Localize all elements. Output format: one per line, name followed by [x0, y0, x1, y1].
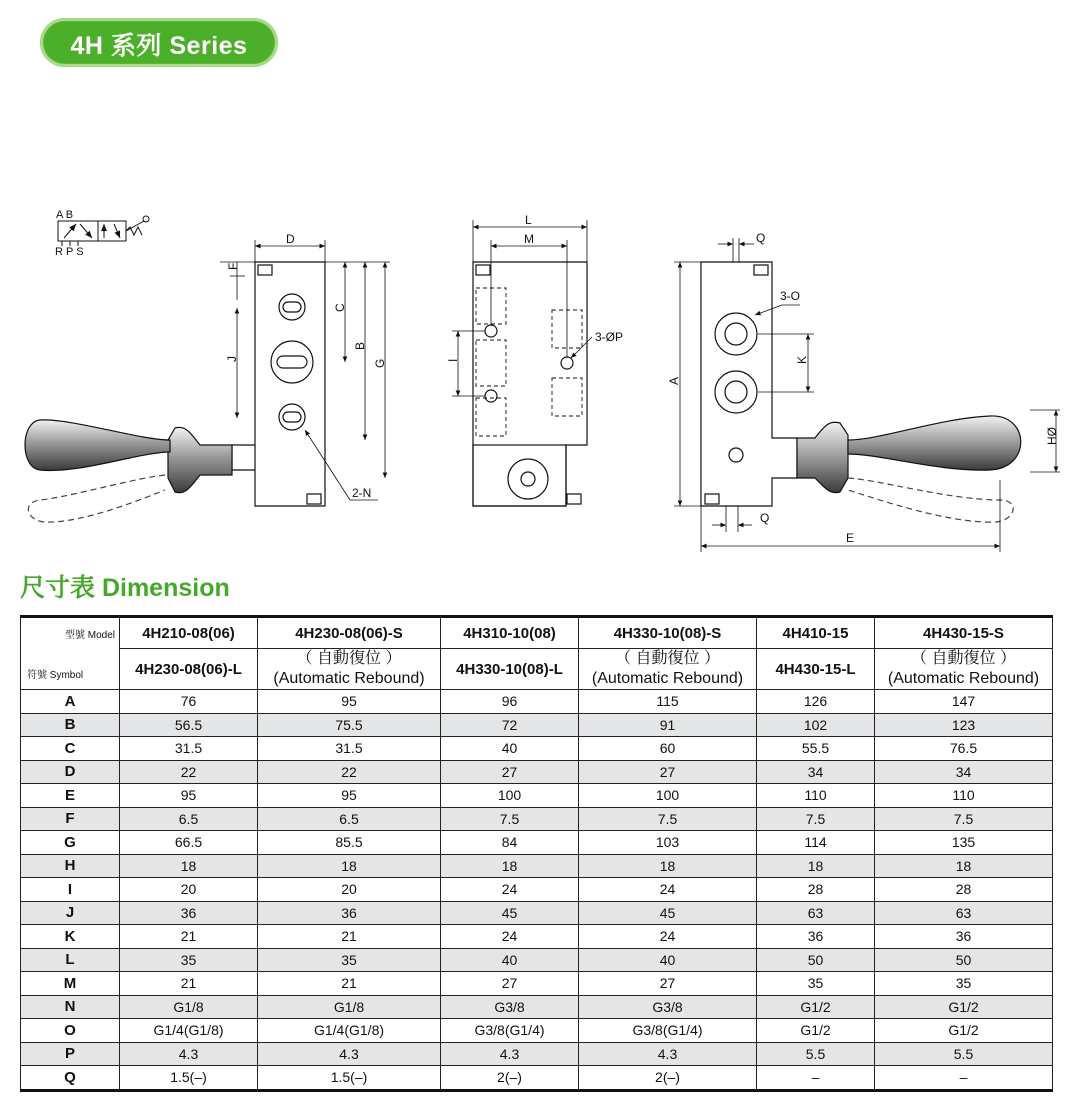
value-cell: 95: [258, 690, 441, 714]
front-view: [25, 262, 325, 522]
rebound-note-cn: （ 自動復位 ）: [296, 650, 402, 667]
value-cell: 2(–): [441, 1066, 579, 1091]
value-cell: 22: [258, 760, 441, 784]
value-cell: G1/4(G1/8): [258, 1019, 441, 1043]
symbol-cell: I: [21, 878, 120, 902]
symbol-cell: Q: [21, 1066, 120, 1091]
side-view: [473, 262, 587, 506]
rear-view: [701, 262, 1021, 522]
value-cell: 4.3: [120, 1042, 258, 1066]
value-cell: 60: [579, 737, 757, 761]
value-cell: 5.5: [757, 1042, 875, 1066]
table-row: [21, 1066, 1053, 1091]
value-cell: 21: [258, 925, 441, 949]
value-cell: 1.5(–): [120, 1066, 258, 1091]
value-cell: 21: [258, 972, 441, 996]
value-cell: G1/2: [875, 1019, 1053, 1043]
table-row: [21, 995, 1053, 1019]
value-cell: 28: [875, 878, 1053, 902]
table-row: [21, 1042, 1053, 1066]
table-row: [21, 1019, 1053, 1043]
dim-label-b: B: [353, 341, 367, 350]
table-row: [21, 807, 1053, 831]
dim-label-k: K: [795, 355, 809, 364]
table-row: [21, 948, 1053, 972]
table-row: [21, 737, 1053, 761]
value-cell: 27: [579, 760, 757, 784]
dim-label-h: HØ: [1045, 427, 1059, 445]
value-cell: 4.3: [258, 1042, 441, 1066]
value-cell: G1/2: [757, 995, 875, 1019]
table-row: [21, 760, 1053, 784]
value-cell: 100: [441, 784, 579, 808]
rebound-note-en: (Automatic Rebound): [273, 670, 425, 687]
value-cell: 100: [579, 784, 757, 808]
value-cell: 35: [258, 948, 441, 972]
value-cell: 35: [120, 948, 258, 972]
value-cell: 18: [258, 854, 441, 878]
value-cell: G3/8(G1/4): [579, 1019, 757, 1043]
value-cell: 147: [875, 690, 1053, 714]
dim-label-a: A: [667, 376, 681, 385]
rebound-note: [875, 649, 1053, 690]
model-header: 4H330-10(08)-L: [441, 649, 579, 690]
value-cell: 40: [441, 948, 579, 972]
dim-label-c: C: [333, 303, 347, 312]
value-cell: 24: [579, 925, 757, 949]
symbol-cell: A: [21, 690, 120, 714]
value-cell: 110: [875, 784, 1053, 808]
value-cell: 24: [441, 925, 579, 949]
value-cell: 50: [875, 948, 1053, 972]
value-cell: 7.5: [441, 807, 579, 831]
rebound-note: [579, 649, 757, 690]
value-cell: 34: [757, 760, 875, 784]
table-row: [21, 690, 1053, 714]
value-cell: 45: [579, 901, 757, 925]
value-cell: 96: [441, 690, 579, 714]
symbol-cell: N: [21, 995, 120, 1019]
symbol-cell: M: [21, 972, 120, 996]
value-cell: 126: [757, 690, 875, 714]
value-cell: 63: [875, 901, 1053, 925]
corner-model-label: 型號 Model: [64, 630, 115, 641]
value-cell: 36: [258, 901, 441, 925]
value-cell: 85.5: [258, 831, 441, 855]
dim-label-l: L: [525, 213, 532, 227]
value-cell: 5.5: [875, 1042, 1053, 1066]
table-row: [21, 854, 1053, 878]
right-handle: [797, 416, 1021, 522]
table-row: [21, 972, 1053, 996]
dim-label-g: G: [373, 358, 387, 368]
symbol-cell: B: [21, 713, 120, 737]
dim-label-p: 3-ØP: [595, 330, 624, 344]
value-cell: 55.5: [757, 737, 875, 761]
value-cell: 103: [579, 831, 757, 855]
value-cell: 24: [441, 878, 579, 902]
value-cell: 18: [120, 854, 258, 878]
value-cell: 63: [757, 901, 875, 925]
value-cell: 102: [757, 713, 875, 737]
value-cell: G1/2: [875, 995, 1053, 1019]
value-cell: 35: [757, 972, 875, 996]
rebound-note-en: (Automatic Rebound): [887, 670, 1040, 687]
model-header: 4H330-10(08)-S: [579, 617, 757, 649]
table-row: [21, 784, 1053, 808]
symbol-cell: D: [21, 760, 120, 784]
value-cell: G1/2: [757, 1019, 875, 1043]
corner-symbol-label: 符號 Symbol: [27, 670, 84, 681]
dim-label-d: D: [286, 232, 295, 246]
value-cell: 114: [757, 831, 875, 855]
value-cell: 6.5: [120, 807, 258, 831]
value-cell: 7.5: [579, 807, 757, 831]
value-cell: 34: [875, 760, 1053, 784]
model-header: 4H310-10(08): [441, 617, 579, 649]
value-cell: 27: [441, 760, 579, 784]
symbol-cell: H: [21, 854, 120, 878]
value-cell: –: [757, 1066, 875, 1091]
dimension-section-title: 尺寸表 Dimension: [20, 574, 230, 602]
value-cell: G3/8: [579, 995, 757, 1019]
table-row: [21, 713, 1053, 737]
value-cell: 2(–): [579, 1066, 757, 1091]
dim-label-q-top: Q: [756, 231, 766, 245]
dim-label-m: M: [524, 232, 534, 246]
value-cell: 4.3: [579, 1042, 757, 1066]
left-handle: [25, 420, 232, 522]
value-cell: 20: [120, 878, 258, 902]
value-cell: 31.5: [120, 737, 258, 761]
value-cell: G1/8: [258, 995, 441, 1019]
value-cell: 40: [579, 948, 757, 972]
value-cell: 56.5: [120, 713, 258, 737]
value-cell: 24: [579, 878, 757, 902]
model-header: 4H410-15: [757, 617, 875, 649]
symbol-cell: P: [21, 1042, 120, 1066]
value-cell: 123: [875, 713, 1053, 737]
value-cell: 72: [441, 713, 579, 737]
model-header: 4H430-15-L: [757, 649, 875, 690]
model-header: 4H210-08(06): [120, 617, 258, 649]
value-cell: 21: [120, 972, 258, 996]
value-cell: 4.3: [441, 1042, 579, 1066]
symbol-cell: J: [21, 901, 120, 925]
value-cell: 27: [579, 972, 757, 996]
symbol-cell: K: [21, 925, 120, 949]
dimension-table-body: [21, 690, 1053, 1091]
symbol-cell: F: [21, 807, 120, 831]
value-cell: 135: [875, 831, 1053, 855]
dim-label-j: J: [225, 356, 239, 362]
symbol-cell: L: [21, 948, 120, 972]
symbol-label-ab: A B: [56, 209, 74, 221]
model-header: 4H230-08(06)-S: [258, 617, 441, 649]
value-cell: 18: [757, 854, 875, 878]
symbol-cell: E: [21, 784, 120, 808]
symbol-label-rps: R P S: [55, 246, 84, 258]
value-cell: 66.5: [120, 831, 258, 855]
value-cell: 76: [120, 690, 258, 714]
model-header: 4H230-08(06)-L: [120, 649, 258, 690]
dim-label-n: 2-N: [352, 486, 372, 500]
rebound-note-cn: （ 自動復位 ）: [615, 650, 720, 667]
table-row: [21, 878, 1053, 902]
value-cell: G1/4(G1/8): [120, 1019, 258, 1043]
rebound-note-cn: （ 自動復位 ）: [911, 650, 1016, 667]
value-cell: 7.5: [757, 807, 875, 831]
dim-label-q-bottom: Q: [760, 511, 770, 525]
value-cell: G1/8: [120, 995, 258, 1019]
value-cell: 36: [875, 925, 1053, 949]
series-title: 4H 系列 Series: [70, 32, 248, 60]
rebound-note: [258, 649, 441, 690]
dim-label-f: F: [226, 262, 240, 270]
value-cell: 84: [441, 831, 579, 855]
value-cell: 110: [757, 784, 875, 808]
dim-label-i: I: [446, 358, 460, 362]
value-cell: 28: [757, 878, 875, 902]
table-corner-header: [21, 617, 120, 690]
series-badge: [40, 18, 278, 67]
table-row: [21, 925, 1053, 949]
dim-label-o: 3-O: [780, 289, 801, 303]
value-cell: G3/8: [441, 995, 579, 1019]
dim-label-e: E: [846, 531, 855, 545]
symbol-cell: C: [21, 737, 120, 761]
symbol-cell: G: [21, 831, 120, 855]
table-row: [21, 901, 1053, 925]
value-cell: G3/8(G1/4): [441, 1019, 579, 1043]
value-cell: 36: [120, 901, 258, 925]
value-cell: 91: [579, 713, 757, 737]
value-cell: 6.5: [258, 807, 441, 831]
table-row: [21, 831, 1053, 855]
dimension-table: [20, 615, 1053, 1092]
value-cell: 18: [875, 854, 1053, 878]
dimension-drawing: [0, 195, 1088, 560]
value-cell: 22: [120, 760, 258, 784]
value-cell: 75.5: [258, 713, 441, 737]
value-cell: 21: [120, 925, 258, 949]
rebound-note-en: (Automatic Rebound): [591, 670, 744, 687]
value-cell: 1.5(–): [258, 1066, 441, 1091]
value-cell: 95: [120, 784, 258, 808]
value-cell: 20: [258, 878, 441, 902]
value-cell: 18: [579, 854, 757, 878]
value-cell: 31.5: [258, 737, 441, 761]
value-cell: 40: [441, 737, 579, 761]
value-cell: –: [875, 1066, 1053, 1091]
value-cell: 35: [875, 972, 1053, 996]
value-cell: 76.5: [875, 737, 1053, 761]
model-header: 4H430-15-S: [875, 617, 1053, 649]
value-cell: 95: [258, 784, 441, 808]
value-cell: 7.5: [875, 807, 1053, 831]
value-cell: 36: [757, 925, 875, 949]
value-cell: 50: [757, 948, 875, 972]
symbol-cell: O: [21, 1019, 120, 1043]
value-cell: 18: [441, 854, 579, 878]
value-cell: 115: [579, 690, 757, 714]
value-cell: 45: [441, 901, 579, 925]
value-cell: 27: [441, 972, 579, 996]
